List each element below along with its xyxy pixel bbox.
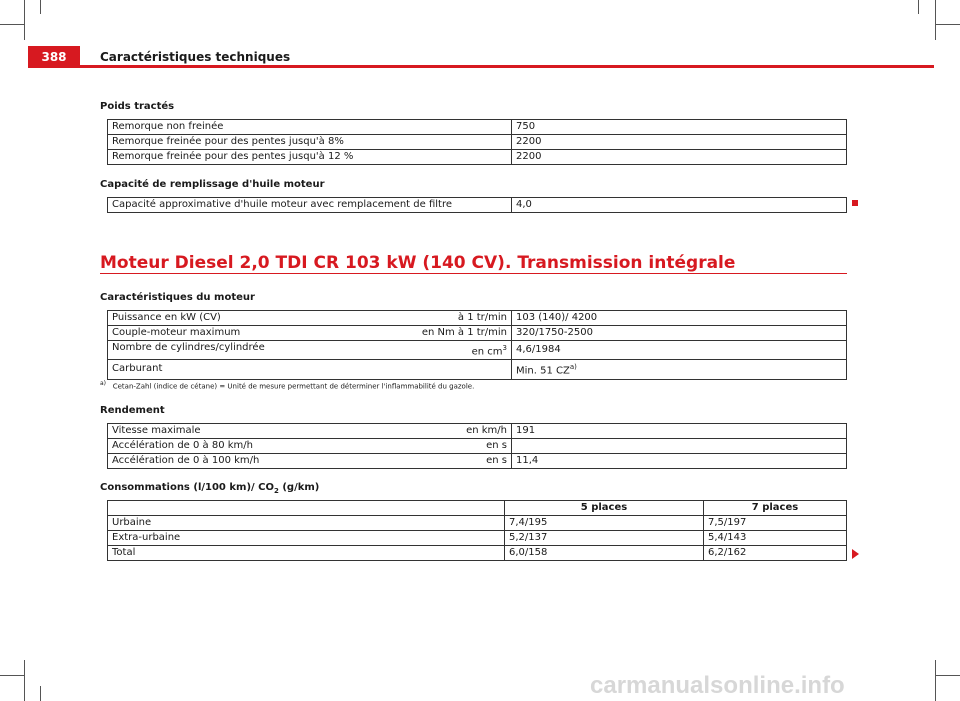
cell-value: 11,4 (512, 454, 847, 469)
cell-value: 103 (140)/ 4200 (512, 311, 847, 326)
cell-value: 5,2/137 (505, 531, 704, 546)
crop-mark (0, 675, 24, 676)
crop-mark (936, 24, 960, 25)
footnote: $^{a)}$ Cetan-Zahl (indice de cétane) = Unité de mesure permettant de déterminer l'inflammabilité du gazole. (100, 380, 475, 391)
table-row (108, 454, 847, 469)
table-rendement (107, 423, 847, 469)
cell-label: Remorque non freinée (108, 120, 512, 135)
cell-value: 2200 (512, 150, 847, 165)
section-heading-rendement: Rendement (100, 405, 165, 416)
table-row (108, 360, 847, 379)
continue-arrow-icon (852, 549, 859, 559)
table-consommation (107, 500, 847, 561)
cell-label: Remorque freinée pour des pentes jusqu'à 8% (108, 135, 512, 150)
watermark: carmanualsonline.info (590, 672, 845, 699)
cell-label: Puissance en kW (CV) à 1 tr/min (108, 311, 512, 326)
table-row (108, 516, 847, 531)
cell-value: 191 (512, 424, 847, 439)
cell-label: Total (108, 546, 505, 561)
cell-value: 7,5/197 (704, 516, 847, 531)
table-header-row (108, 501, 847, 516)
cell-label: Capacité approximative d'huile moteur avec remplacement de filtre (108, 198, 512, 213)
page-title: Caractéristiques techniques (100, 50, 291, 64)
section-title-rule (100, 273, 847, 274)
page-number: 388 (28, 46, 80, 68)
table-poids (107, 119, 847, 165)
header-rule (28, 65, 934, 68)
cell-value: 6,0/158 (505, 546, 704, 561)
crop-mark (935, 660, 936, 701)
table-row (108, 198, 847, 213)
cell-value: 7,4/195 (505, 516, 704, 531)
section-title: Moteur Diesel 2,0 TDI CR 103 kW (140 CV). Transmission intégrale (100, 253, 736, 273)
table-row (108, 120, 847, 135)
cell-label: Carburant (108, 360, 512, 379)
crop-mark (918, 0, 919, 14)
cell-value: 2200 (512, 135, 847, 150)
cell-value: 5,4/143 (704, 531, 847, 546)
section-heading-consommation: Consommations (l/100 km)/ $CO_2$ (g/km) (100, 482, 320, 495)
cell-value: Min. 51 CZ$^{a)}$ (512, 360, 847, 379)
table-row (108, 311, 847, 326)
cell-value: 750 (512, 120, 847, 135)
crop-mark (935, 0, 936, 40)
crop-mark (24, 0, 25, 40)
crop-mark (24, 660, 25, 701)
column-header: 5 places (505, 501, 704, 516)
cell-value: 6,2/162 (704, 546, 847, 561)
table-row (108, 135, 847, 150)
cell-label: Remorque freinée pour des pentes jusqu'à 12 % (108, 150, 512, 165)
crop-mark (40, 0, 41, 14)
table-row (108, 424, 847, 439)
cell-label: Accélération de 0 à 80 km/h en s (108, 439, 512, 454)
table-row (108, 150, 847, 165)
cell-label: Urbaine (108, 516, 505, 531)
section-heading-poids: Poids tractés (100, 101, 175, 112)
section-heading-huile: Capacité de remplissage d'huile moteur (100, 179, 325, 190)
cell-value: 4,0 (512, 198, 847, 213)
cell-value: 4,6/1984 (512, 341, 847, 360)
end-of-section-icon (852, 200, 858, 206)
cell-label: Couple-moteur maximum en Nm à 1 tr/min (108, 326, 512, 341)
cell-empty (108, 501, 505, 516)
table-row (108, 439, 847, 454)
table-row (108, 341, 847, 360)
cell-value: 320/1750-2500 (512, 326, 847, 341)
table-row (108, 531, 847, 546)
crop-mark (0, 24, 24, 25)
cell-label: Vitesse maximale en km/h (108, 424, 512, 439)
table-moteur (107, 310, 847, 380)
column-header: 7 places (704, 501, 847, 516)
cell-value (512, 439, 847, 454)
crop-mark (936, 675, 960, 676)
table-row (108, 326, 847, 341)
crop-mark (40, 686, 41, 701)
table-row (108, 546, 847, 561)
cell-label: Nombre de cylindres/cylindrée en $cm^3$ (108, 341, 512, 360)
cell-label: Accélération de 0 à 100 km/h en s (108, 454, 512, 469)
section-heading-moteur: Caractéristiques du moteur (100, 292, 255, 303)
table-huile (107, 197, 847, 213)
cell-label: Extra-urbaine (108, 531, 505, 546)
